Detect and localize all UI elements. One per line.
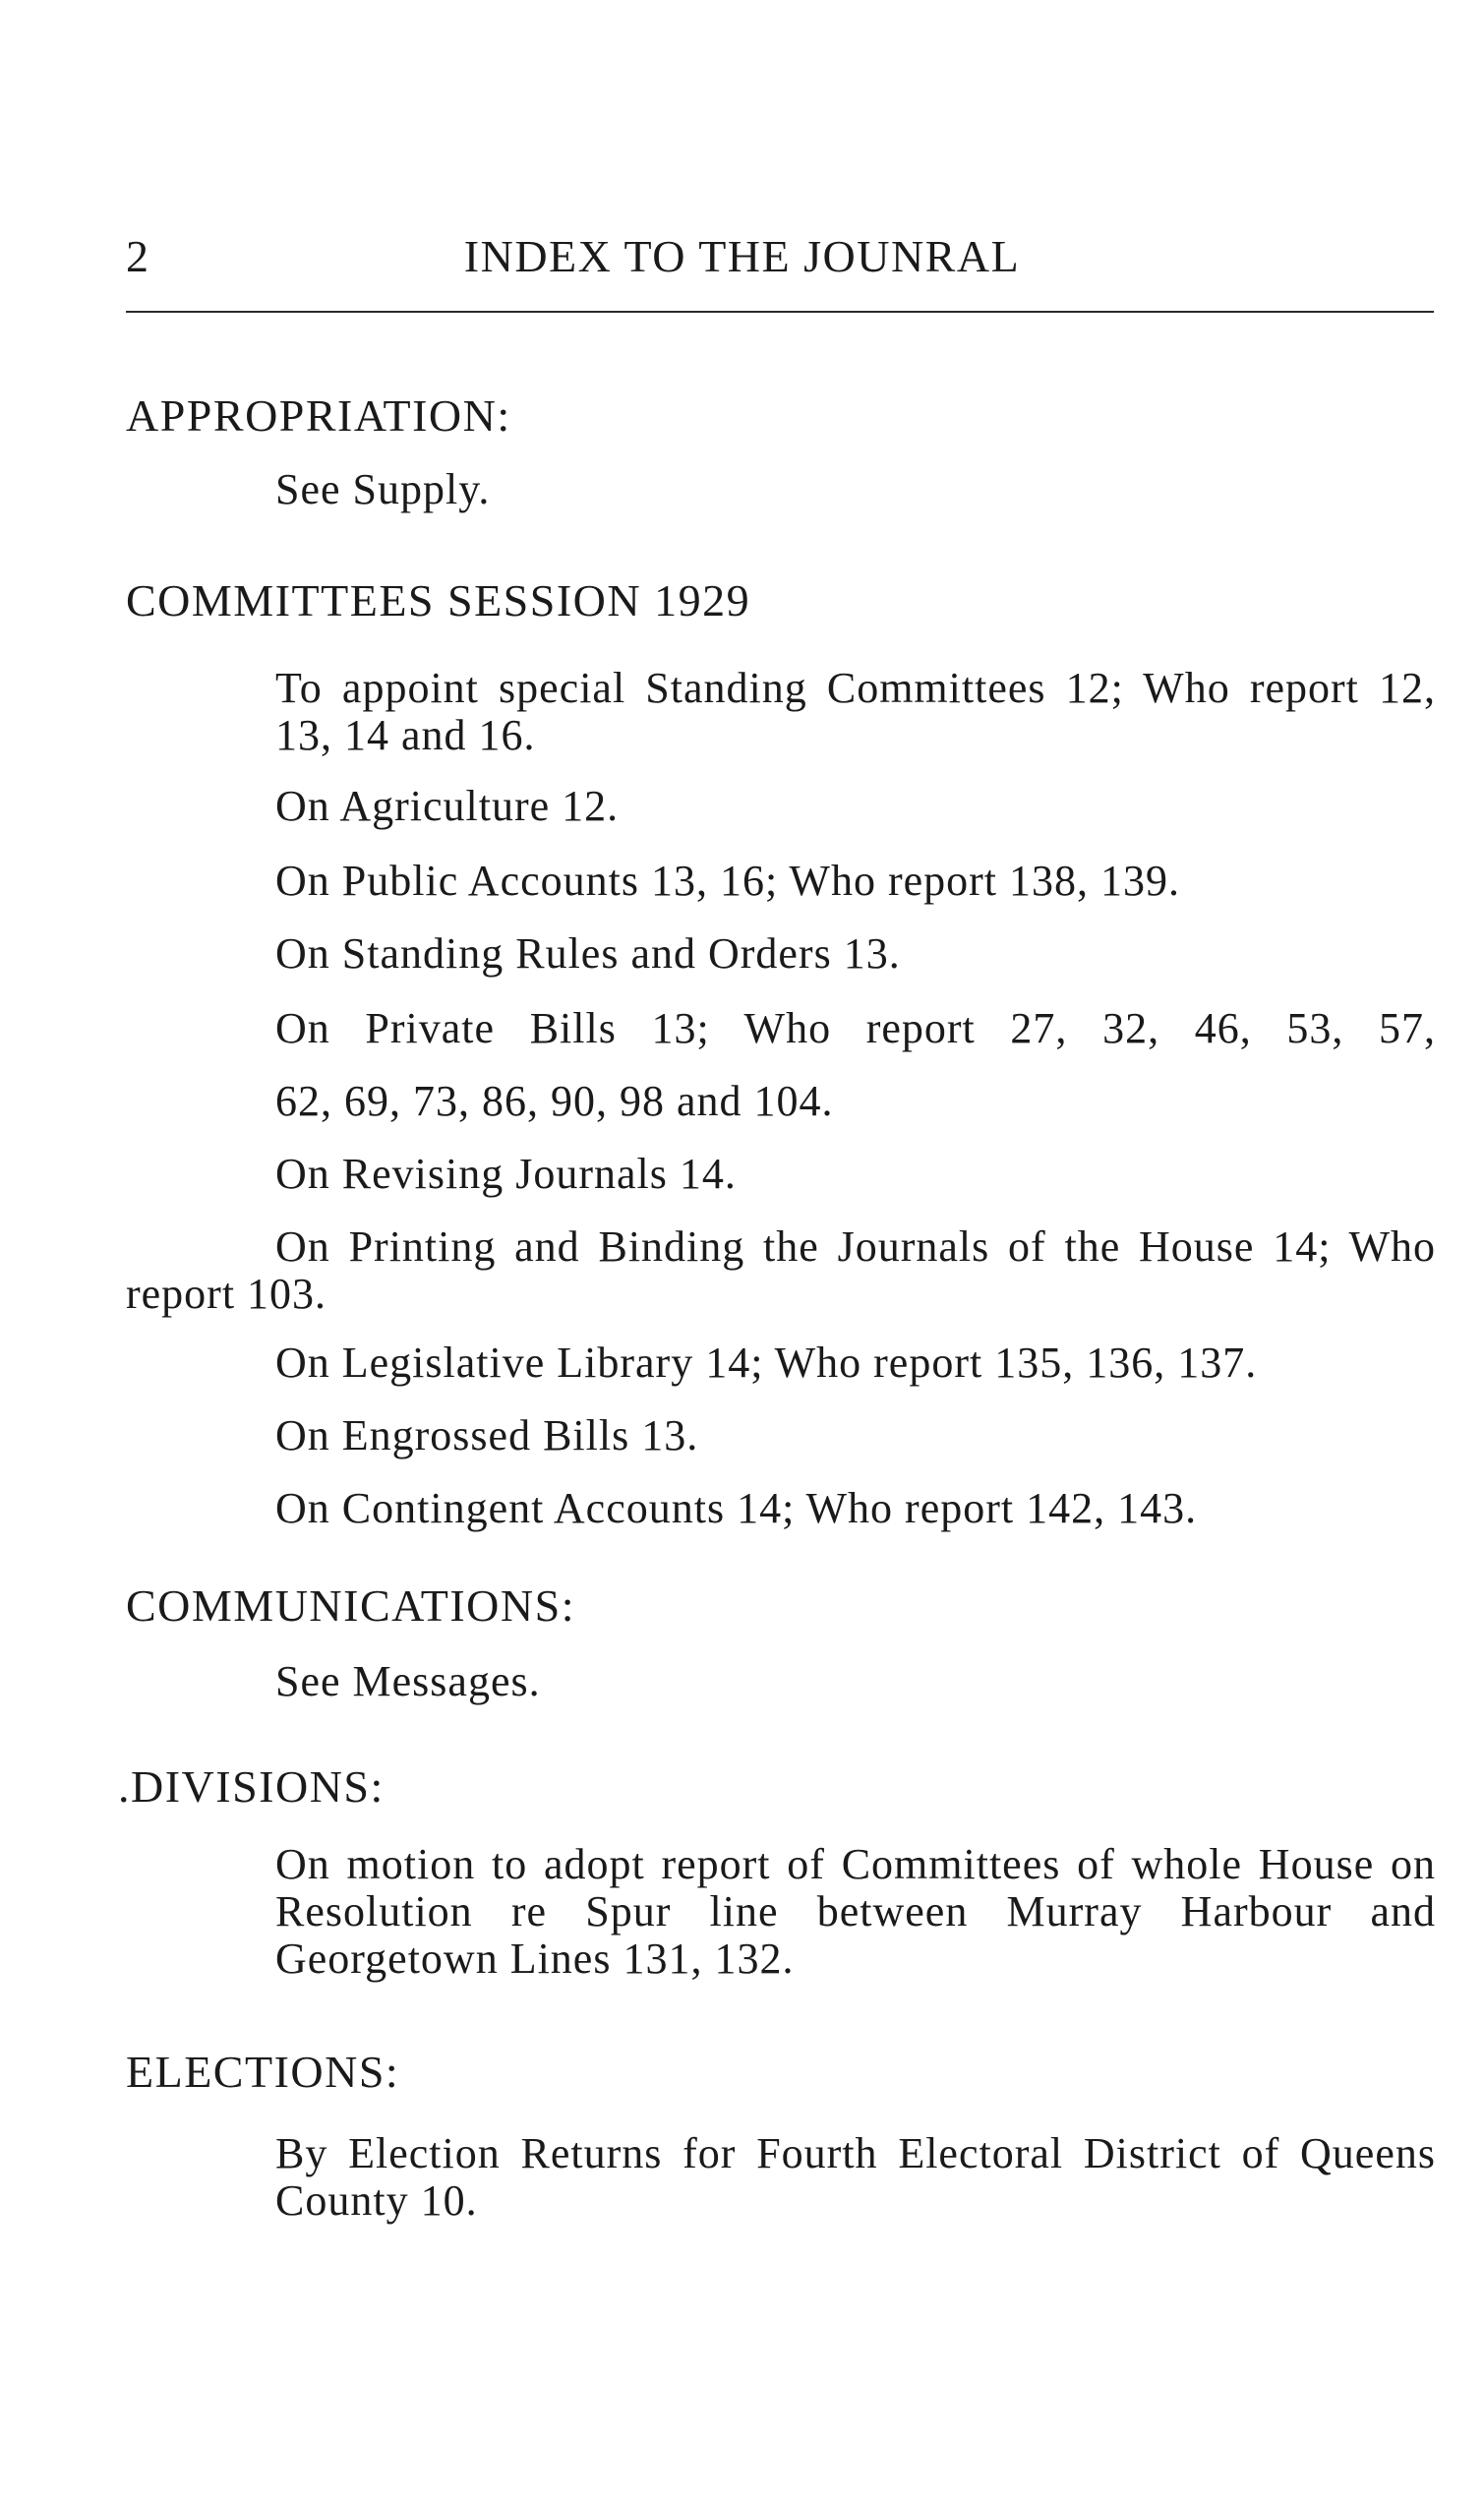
index-entry: On Standing Rules and Orders 13. <box>275 929 901 978</box>
index-entry: On Revising Journals 14. <box>275 1150 737 1198</box>
section-heading-communications: COMMUNICATIONS: <box>126 1580 575 1631</box>
index-entry: 62, 69, 73, 86, 90, 98 and 104. <box>275 1077 834 1125</box>
index-entry: On motion to adopt report of Committees of whole House on Resolution re Spur line between Murray Harbour and Georgetown Lines 131, 132. <box>275 1840 1436 1983</box>
index-entry: On Contingent Accounts 14; Who report 142, 143. <box>275 1484 1198 1532</box>
index-entry: On Engrossed Bills 13. <box>275 1411 699 1459</box>
index-entry: On Agriculture 12. <box>275 782 620 830</box>
header-rule <box>126 311 1434 313</box>
index-entry: On Printing and Binding the Journals of the House 14; Who report 103. <box>126 1222 1436 1318</box>
page-number: 2 <box>126 231 148 281</box>
index-entry: See Messages. <box>275 1657 541 1705</box>
index-entry: On Public Accounts 13, 16; Who report 138, 139. <box>275 857 1180 905</box>
index-entry: By Election Returns for Fourth Electoral District of Queens County 10. <box>275 2129 1436 2225</box>
section-heading-appropriation: APPROPRIATION: <box>126 390 511 441</box>
section-heading-committees: COMMITTEES SESSION 1929 <box>126 575 751 625</box>
index-entry: See Supply. <box>275 465 491 513</box>
section-heading-divisions: .DIVISIONS: <box>118 1761 385 1812</box>
section-heading-elections: ELECTIONS: <box>126 2047 400 2097</box>
index-entry: On Private Bills 13; Who report 27, 32, 46, 53, 57, <box>275 1004 1436 1052</box>
index-entry: On Legislative Library 14; Who report 135, 136, 137. <box>275 1339 1258 1387</box>
index-entry: To appoint special Standing Committees 12; Who report 12, 13, 14 and 16. <box>275 664 1436 759</box>
running-head-title: INDEX TO THE JOUNRAL <box>463 231 1021 281</box>
